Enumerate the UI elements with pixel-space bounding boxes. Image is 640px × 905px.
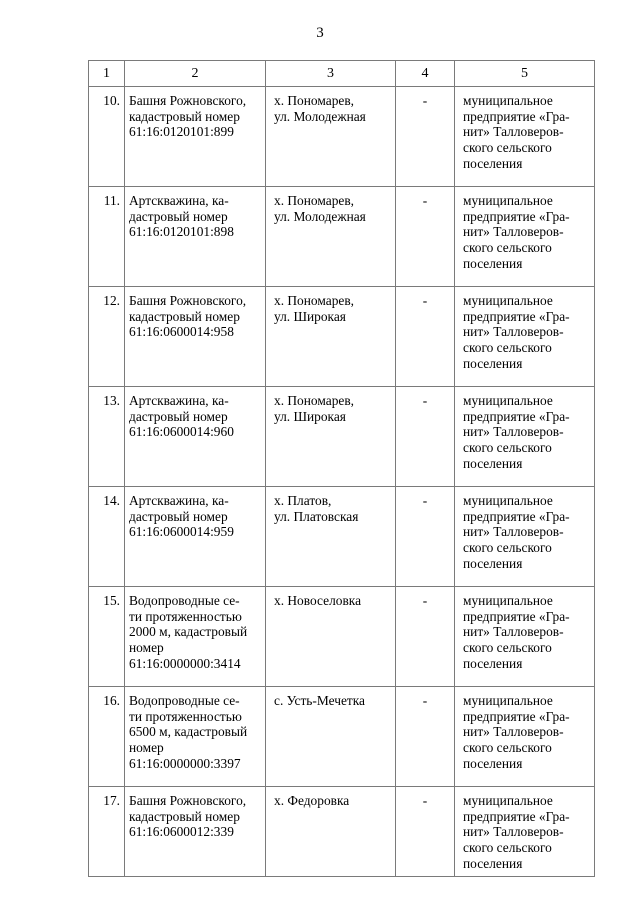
table-row xyxy=(89,687,595,787)
address-cell xyxy=(266,487,396,587)
cell-line: Башня Рожновского, xyxy=(129,93,247,108)
cell-line: поселения xyxy=(463,155,523,171)
cell-line: ул. Молодежная xyxy=(274,108,366,124)
organization-cell xyxy=(455,787,595,877)
cell-line: нит» Талловеров- xyxy=(463,324,564,340)
row-number: 17. xyxy=(89,787,125,877)
cell-line: ул. Широкая xyxy=(274,308,346,324)
cell-line: ского сельского xyxy=(463,240,552,256)
cell-line: номер xyxy=(129,640,164,656)
header-col-5: 5 xyxy=(455,61,595,87)
col4-cell: - xyxy=(396,387,455,487)
object-name-cell xyxy=(125,387,266,487)
cell-line: ул. Платовская xyxy=(274,508,359,524)
cell-line: предприятие «Гра- xyxy=(463,108,570,124)
cell-line: 61:16:0600012:339 xyxy=(129,824,234,840)
cell-line: поселения xyxy=(463,855,523,871)
property-table xyxy=(88,60,595,877)
col4-cell: - xyxy=(396,187,455,287)
object-name-cell xyxy=(125,787,266,877)
cell-line: 61:16:0120101:898 xyxy=(129,224,234,240)
cell-line: нит» Талловеров- xyxy=(463,824,564,840)
table-row xyxy=(89,387,595,487)
cell-line: дастровый номер xyxy=(129,508,228,524)
object-name-cell xyxy=(125,87,266,187)
address-cell xyxy=(266,187,396,287)
col4-cell: - xyxy=(396,487,455,587)
organization-cell xyxy=(455,287,595,387)
col4-cell: - xyxy=(396,587,455,687)
cell-line: 61:16:0600014:960 xyxy=(129,424,234,440)
object-name-cell xyxy=(125,287,266,387)
address-cell xyxy=(266,387,396,487)
cell-line: ского сельского xyxy=(463,640,552,656)
cell-line: поселения xyxy=(463,355,523,371)
cell-line: ул. Молодежная xyxy=(274,208,366,224)
table-row xyxy=(89,587,595,687)
row-number: 11. xyxy=(89,187,125,287)
table-row xyxy=(89,487,595,587)
header-col-2: 2 xyxy=(125,61,266,87)
cell-line: муниципальное xyxy=(463,193,553,208)
cell-line: поселения xyxy=(463,255,523,271)
cell-line: нит» Талловеров- xyxy=(463,624,564,640)
table-row xyxy=(89,187,595,287)
cell-line: Водопроводные се- xyxy=(129,693,240,708)
cell-line: Артскважина, ка- xyxy=(129,193,229,208)
address-cell xyxy=(266,787,396,877)
cell-line: х. Федоровка xyxy=(274,793,350,808)
row-number: 16. xyxy=(89,687,125,787)
table-row xyxy=(89,87,595,187)
header-col-3: 3 xyxy=(266,61,396,87)
cell-line: х. Пономарев, xyxy=(274,193,354,208)
organization-cell xyxy=(455,687,595,787)
cell-line: Артскважина, ка- xyxy=(129,393,229,408)
cell-line: 61:16:0120101:899 xyxy=(129,124,234,140)
cell-line: 61:16:0000000:3414 xyxy=(129,655,241,671)
col4-cell: - xyxy=(396,687,455,787)
cell-line: нит» Талловеров- xyxy=(463,124,564,140)
cell-line: кадастровый номер xyxy=(129,308,240,324)
cell-line: х. Новоселовка xyxy=(274,593,362,608)
page-number: 3 xyxy=(316,25,324,41)
cell-line: ул. Широкая xyxy=(274,408,346,424)
cell-line: поселения xyxy=(463,555,523,571)
header-col-4: 4 xyxy=(396,61,455,87)
organization-cell xyxy=(455,187,595,287)
cell-line: предприятие «Гра- xyxy=(463,408,570,424)
cell-line: муниципальное xyxy=(463,93,553,108)
cell-line: муниципальное xyxy=(463,293,553,308)
cell-line: дастровый номер xyxy=(129,208,228,224)
col4-cell: - xyxy=(396,787,455,877)
cell-line: муниципальное xyxy=(463,493,553,508)
cell-line: поселения xyxy=(463,455,523,471)
cell-line: Башня Рожновского, xyxy=(129,793,247,808)
col4-cell: - xyxy=(396,287,455,387)
cell-line: муниципальное xyxy=(463,693,553,708)
cell-line: номер xyxy=(129,740,164,756)
address-cell xyxy=(266,587,396,687)
row-number: 10. xyxy=(89,87,125,187)
cell-line: нит» Талловеров- xyxy=(463,424,564,440)
cell-line: предприятие «Гра- xyxy=(463,508,570,524)
cell-line: предприятие «Гра- xyxy=(463,208,570,224)
cell-line: х. Пономарев, xyxy=(274,293,354,308)
table-row xyxy=(89,287,595,387)
cell-line: ти протяженностью xyxy=(129,708,242,724)
cell-line: нит» Талловеров- xyxy=(463,724,564,740)
col4-cell: - xyxy=(396,87,455,187)
cell-line: 6500 м, кадастровый xyxy=(129,724,248,740)
cell-line: нит» Талловеров- xyxy=(463,524,564,540)
cell-line: ского сельского xyxy=(463,740,552,756)
address-cell xyxy=(266,287,396,387)
cell-line: предприятие «Гра- xyxy=(463,608,570,624)
cell-line: ского сельского xyxy=(463,840,552,856)
row-number: 14. xyxy=(89,487,125,587)
organization-cell xyxy=(455,587,595,687)
cell-line: муниципальное xyxy=(463,393,553,408)
cell-line: муниципальное xyxy=(463,593,553,608)
row-number: 12. xyxy=(89,287,125,387)
cell-line: поселения xyxy=(463,755,523,771)
cell-line: предприятие «Гра- xyxy=(463,808,570,824)
object-name-cell xyxy=(125,687,266,787)
cell-line: Башня Рожновского, xyxy=(129,293,247,308)
cell-line: 2000 м, кадастровый xyxy=(129,624,248,640)
cell-line: х. Платов, xyxy=(274,493,332,508)
cell-line: 61:16:0600014:958 xyxy=(129,324,234,340)
cell-line: поселения xyxy=(463,655,523,671)
cell-line: дастровый номер xyxy=(129,408,228,424)
cell-line: кадастровый номер xyxy=(129,808,240,824)
object-name-cell xyxy=(125,587,266,687)
cell-line: ского сельского xyxy=(463,440,552,456)
cell-line: предприятие «Гра- xyxy=(463,308,570,324)
cell-line: кадастровый номер xyxy=(129,108,240,124)
table-row xyxy=(89,787,595,877)
organization-cell xyxy=(455,387,595,487)
organization-cell xyxy=(455,487,595,587)
header-col-1: 1 xyxy=(89,61,125,87)
organization-cell xyxy=(455,87,595,187)
address-cell xyxy=(266,87,396,187)
row-number: 13. xyxy=(89,387,125,487)
cell-line: х. Пономарев, xyxy=(274,93,354,108)
object-name-cell xyxy=(125,187,266,287)
row-number: 15. xyxy=(89,587,125,687)
cell-line: х. Пономарев, xyxy=(274,393,354,408)
cell-line: ского сельского xyxy=(463,540,552,556)
cell-line: 61:16:0000000:3397 xyxy=(129,755,241,771)
cell-line: с. Усть-Мечетка xyxy=(274,693,365,708)
cell-line: 61:16:0600014:959 xyxy=(129,524,234,540)
cell-line: ского сельского xyxy=(463,340,552,356)
cell-line: Артскважина, ка- xyxy=(129,493,229,508)
object-name-cell xyxy=(125,487,266,587)
cell-line: предприятие «Гра- xyxy=(463,708,570,724)
cell-line: Водопроводные се- xyxy=(129,593,240,608)
cell-line: нит» Талловеров- xyxy=(463,224,564,240)
cell-line: ти протяженностью xyxy=(129,608,242,624)
table-header-row xyxy=(89,61,595,87)
cell-line: муниципальное xyxy=(463,793,553,808)
cell-line: ского сельского xyxy=(463,140,552,156)
address-cell xyxy=(266,687,396,787)
